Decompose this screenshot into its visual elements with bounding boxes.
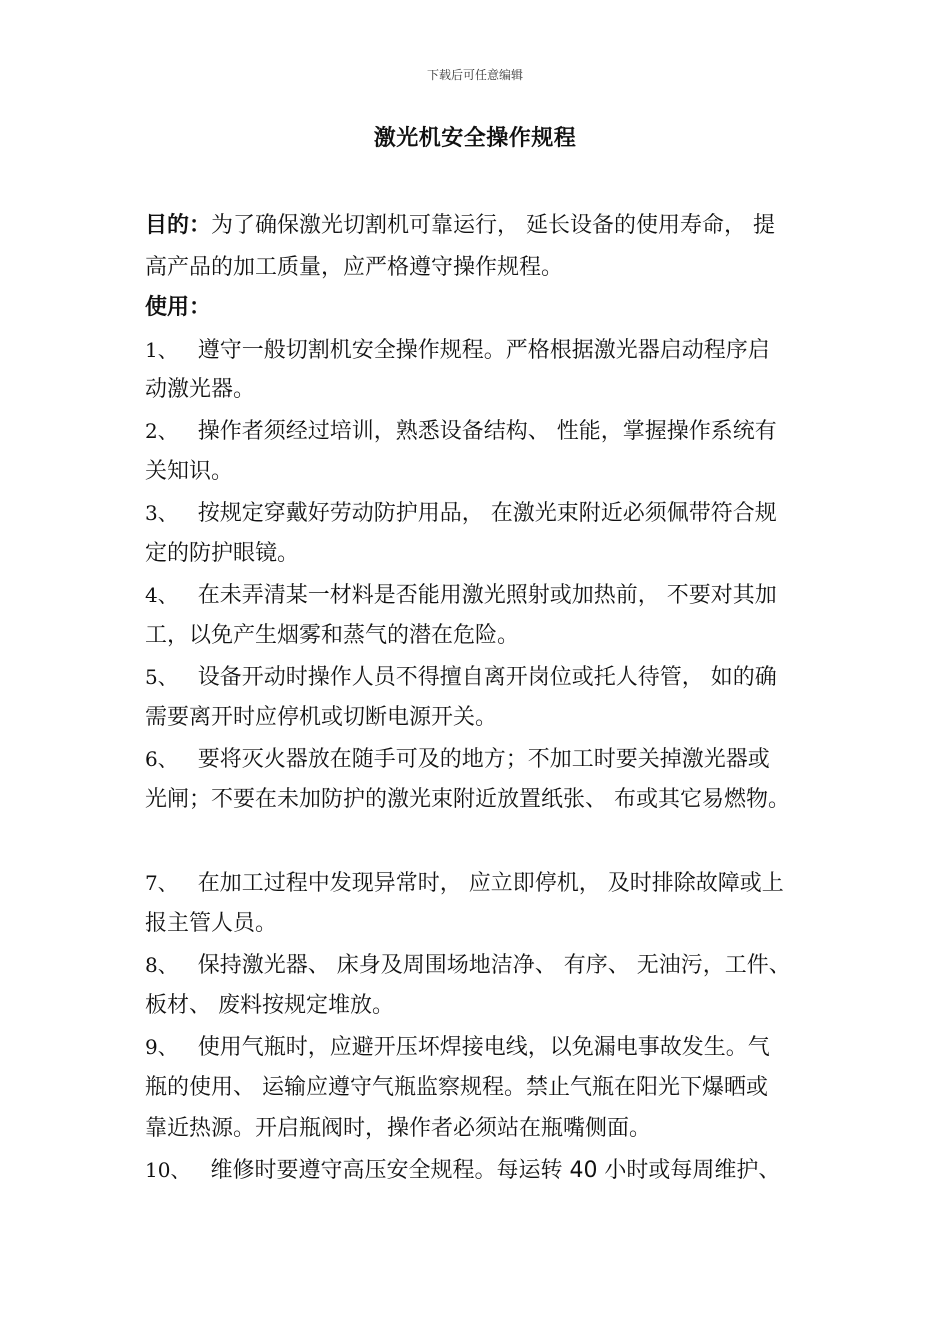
list-item-6 (145, 744, 770, 775)
list-item-5-continued: 需要离开时应停机或切断电源开关。 (145, 705, 498, 730)
list-item-9-continued-2: 靠近热源。开启瓶阀时，操作者必须站在瓶嘴侧面。 (145, 1116, 652, 1141)
list-item-7 (145, 868, 784, 899)
document-title: 激光机安全操作规程 (373, 126, 577, 151)
purpose-label: 目的： (145, 213, 212, 238)
list-item-4-continued: 工，以免产生烟雾和蒸气的潜在危险。 (145, 623, 520, 648)
list-item-9 (145, 1032, 770, 1063)
item-text: 在未弄清某一材料是否能用激光照射或加热前， 不要对其加 (197, 583, 777, 608)
item-number: 6、 (145, 747, 178, 771)
list-item-10 (145, 1155, 780, 1186)
item-number: 5、 (145, 665, 178, 689)
item-number: 4、 (145, 583, 178, 607)
item-number: 3、 (145, 501, 178, 525)
usage-label: 使用： (145, 295, 212, 320)
list-item-4 (145, 580, 777, 611)
list-item-1 (145, 335, 770, 366)
list-item-8-continued: 板材、 废料按规定堆放。 (145, 993, 394, 1018)
item-text: 在加工过程中发现异常时， 应立即停机， 及时排除故障或上 (197, 871, 784, 896)
item-text: 按规定穿戴好劳动防护用品， 在激光束附近必须佩带符合规 (197, 501, 777, 526)
item-number: 8、 (145, 953, 178, 977)
item-text: 维修时要遵守高压安全规程。每运转 40 小时或每周维护、 (210, 1158, 781, 1183)
item-text: 操作者须经过培训，熟悉设备结构、 性能，掌握操作系统有 (197, 419, 777, 444)
purpose-line-2: 高产品的加工质量，应严格遵守操作规程。 (145, 255, 564, 280)
header-note: 下载后可任意编辑 (426, 68, 523, 82)
list-item-6-continued: 光闸；不要在未加防护的激光束附近放置纸张、 布或其它易燃物。 (145, 787, 790, 812)
item-text: 使用气瓶时，应避开压坏焊接电线，以免漏电事故发生。气 (197, 1035, 770, 1060)
list-item-2 (145, 416, 777, 447)
list-item-8 (145, 950, 791, 981)
item-text: 设备开动时操作人员不得擅自离开岗位或托人待管， 如的确 (197, 665, 777, 690)
purpose-text-1: 为了确保激光切割机可靠运行， 延长设备的使用寿命， 提 (211, 213, 776, 238)
item-number: 9、 (145, 1035, 178, 1059)
item-text: 要将灭火器放在随手可及的地方；不加工时要关掉激光器或 (197, 747, 770, 772)
item-number: 2、 (145, 419, 178, 443)
item-number: 7、 (145, 871, 178, 895)
item-number: 10、 (145, 1158, 191, 1182)
list-item-5 (145, 662, 777, 693)
list-item-7-continued: 报主管人员。 (145, 911, 278, 936)
item-text: 保持激光器、 床身及周围场地洁净、 有序、 无油污，工件、 (197, 953, 791, 978)
list-item-9-continued: 瓶的使用、 运输应遵守气瓶监察规程。禁止气瓶在阳光下爆晒或 (145, 1075, 768, 1100)
list-item-3 (145, 498, 777, 529)
list-item-2-continued: 关知识。 (145, 459, 234, 484)
list-item-3-continued: 定的防护眼镜。 (145, 541, 300, 566)
list-item-1-continued: 动激光器。 (145, 377, 256, 402)
item-number: 1、 (145, 338, 178, 362)
item-text: 遵守一般切割机安全操作规程。严格根据激光器启动程序启 (197, 338, 770, 363)
purpose-line-1 (145, 211, 775, 241)
